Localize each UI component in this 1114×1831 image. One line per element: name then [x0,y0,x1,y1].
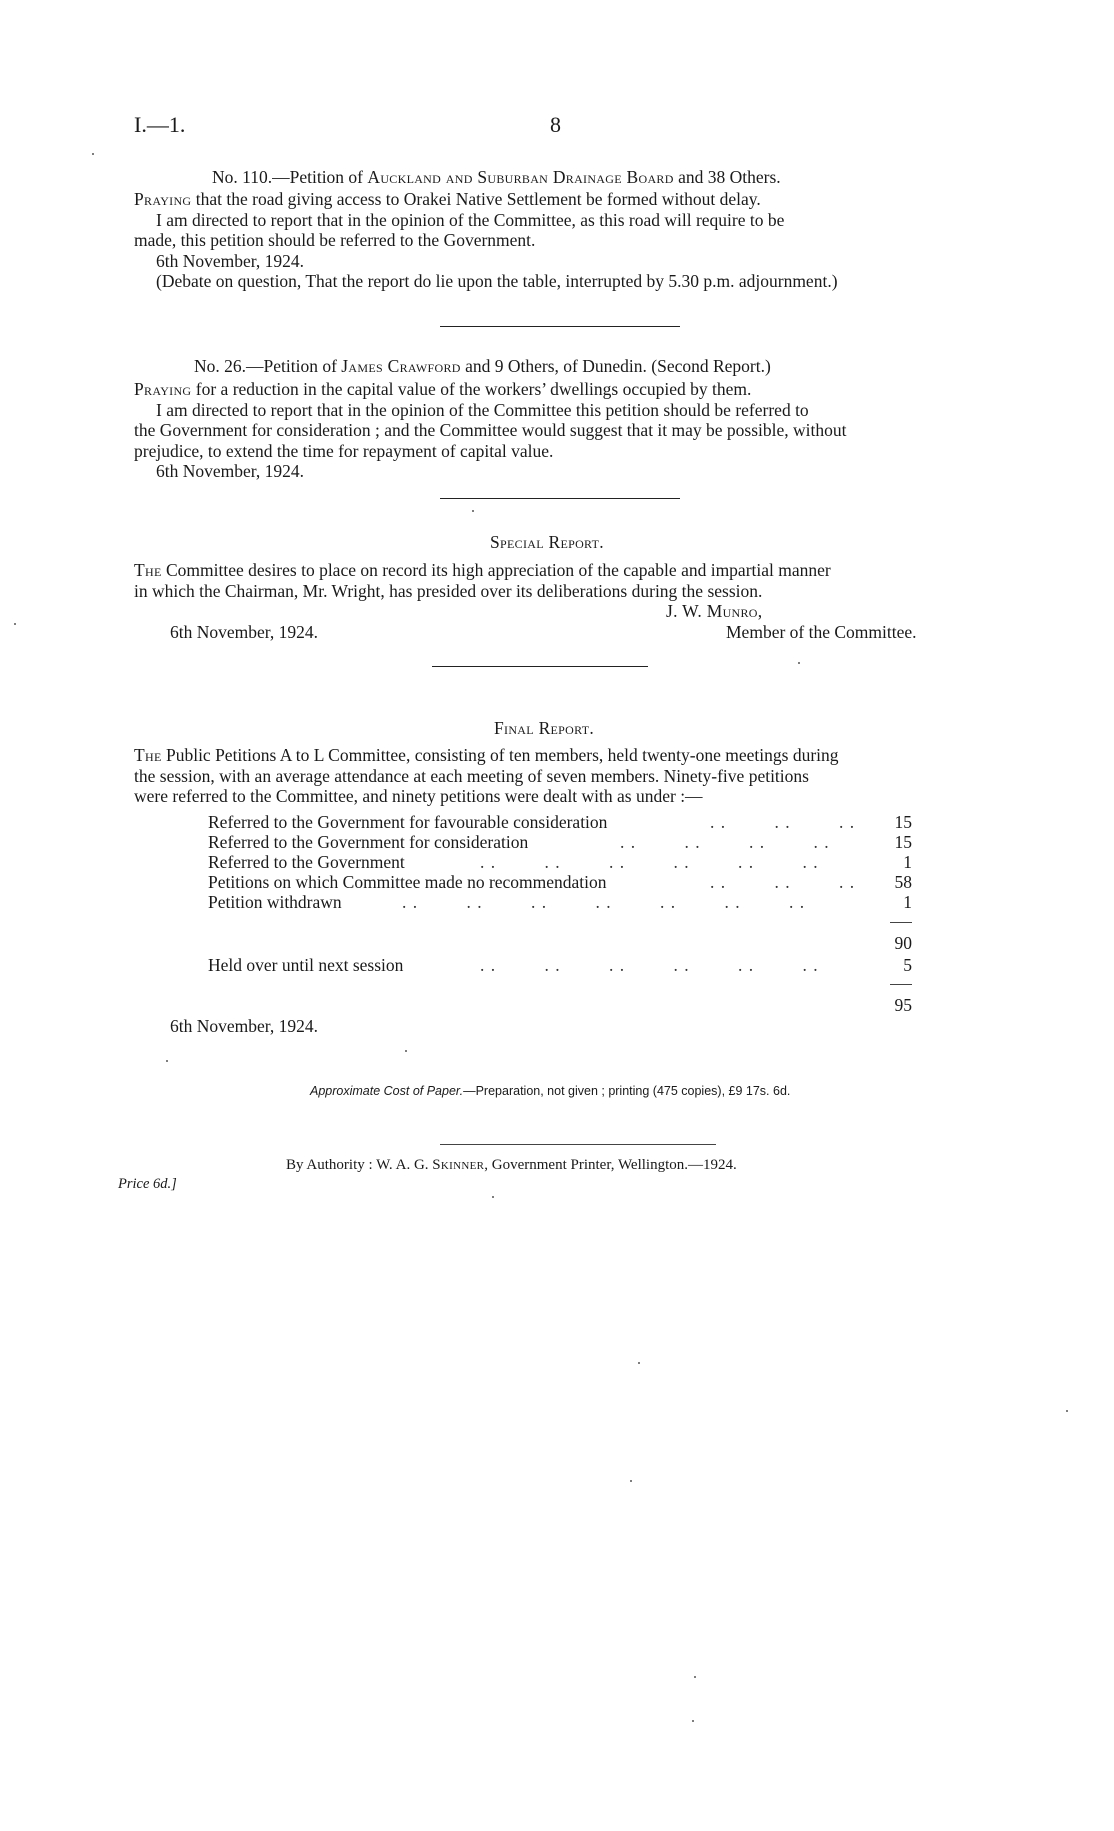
dot-leader: . . . . . . . . [620,832,830,852]
praying-line: Praying for a reduction in the capital value of the workers’ dwellings occupied by them. [134,379,752,399]
section-reference: I.—1. [134,112,186,137]
petition-26-heading: No. 26.—Petition of James Crawford and 9 Others, of Dunedin. (Second Report.) [194,356,771,376]
table-value: 1 [903,852,912,872]
print-speck [1066,1410,1068,1412]
dot-leader: . . . . . . [710,812,856,832]
report-line: I am directed to report that in the opinion of the Committee this petition should be referred to [156,399,809,420]
final-report-body: The Public Petitions A to L Committee, consisting of ten members, held twenty-one meetings during the session, with an average attendance at each meeting of seven members. Ninety-five petitions were referred to the Committee, and ninety petitions were dealt with as under :— [134,745,839,806]
page-number: 8 [550,112,561,137]
price-note: Price 6d.] [118,1176,177,1192]
total-value: 95 [894,995,912,1015]
petition-26-body [134,379,847,482]
special-report-body: The Committee desires to place on record its high appreciation of the capable and impartial manner in which the Chairman, Mr. Wright, has presided over its deliberations during the session. [134,560,831,601]
report-line: made, this petition should be referred to the Government. [134,230,536,250]
table-row: Petitions on which Committee made no recommendation [208,872,607,892]
final-report-title: Final Report. [494,718,594,738]
print-speck [472,510,474,512]
table-row: Referred to the Government for favourable consideration [208,812,608,832]
print-speck [638,1362,640,1364]
section-divider [432,666,648,667]
print-speck [630,1480,632,1482]
table-value: 1 [903,892,912,912]
print-speck [798,662,800,664]
footer-rule [440,1144,716,1145]
praying-line: Praying that the road giving access to Orakei Native Settlement be formed without delay. [134,189,761,209]
print-speck [694,1676,696,1678]
signatory-title: Member of the Committee. [726,622,917,642]
print-speck [166,1060,168,1062]
print-speck [692,1720,694,1722]
petitioner-name: Auckland and Suburban Drainage Board [367,167,674,187]
final-report-date: 6th November, 1924. [170,1016,319,1036]
report-date: 6th November, 1924. [156,461,305,481]
report-date: 6th November, 1924. [156,250,305,271]
print-speck [492,1196,494,1198]
print-speck [405,1050,407,1052]
print-speck [92,153,94,155]
cost-of-paper-note: Approximate Cost of Paper.—Preparation, not given ; printing (475 copies), £9 17s. 6d. [310,1084,791,1098]
sum-rule [890,922,912,923]
section-divider [440,498,680,499]
dot-leader: . . . . . . . . . . . . [480,852,819,872]
held-over-row: Held over until next session [208,955,404,975]
report-line: prejudice, to extend the time for repayment of capital value. [134,440,554,461]
printer-authority: By Authority : W. A. G. Skinner, Government Printer, Wellington.—1924. [286,1157,737,1173]
petition-110-body [134,189,838,292]
table-row: Referred to the Government [208,852,405,872]
held-over-value: 5 [903,955,912,975]
table-value: 15 [894,812,912,832]
petition-110-heading: No. 110.—Petition of Auckland and Suburban Drainage Board and 38 Others. [212,167,781,187]
special-report-date: 6th November, 1924. [170,622,319,642]
debate-note: (Debate on question, That the report do lie upon the table, interrupted by 5.30 p.m. adjournment.) [156,271,838,291]
sum-rule [890,984,912,985]
print-speck [14,623,16,625]
table-value: 58 [894,872,912,892]
special-report-title: Special Report. [490,532,604,552]
petitioner-name: James Crawford [341,356,461,376]
section-divider [440,326,680,327]
table-row: Referred to the Government for consideration [208,832,529,852]
dot-leader: . . . . . . . . . . . . . . [402,892,806,912]
dot-leader: . . . . . . . . . . . . [480,955,819,975]
report-line: I am directed to report that in the opinion of the Committee, as this road will require to be [156,209,785,230]
report-line: the Government for consideration ; and the Committee would suggest that it may be possible, without [134,420,847,440]
subtotal-value: 90 [894,933,912,953]
dot-leader: . . . . . . [710,872,856,892]
table-value: 15 [894,832,912,852]
table-row: Petition withdrawn [208,892,342,912]
signatory-name: J. W. Munro, [666,601,763,621]
